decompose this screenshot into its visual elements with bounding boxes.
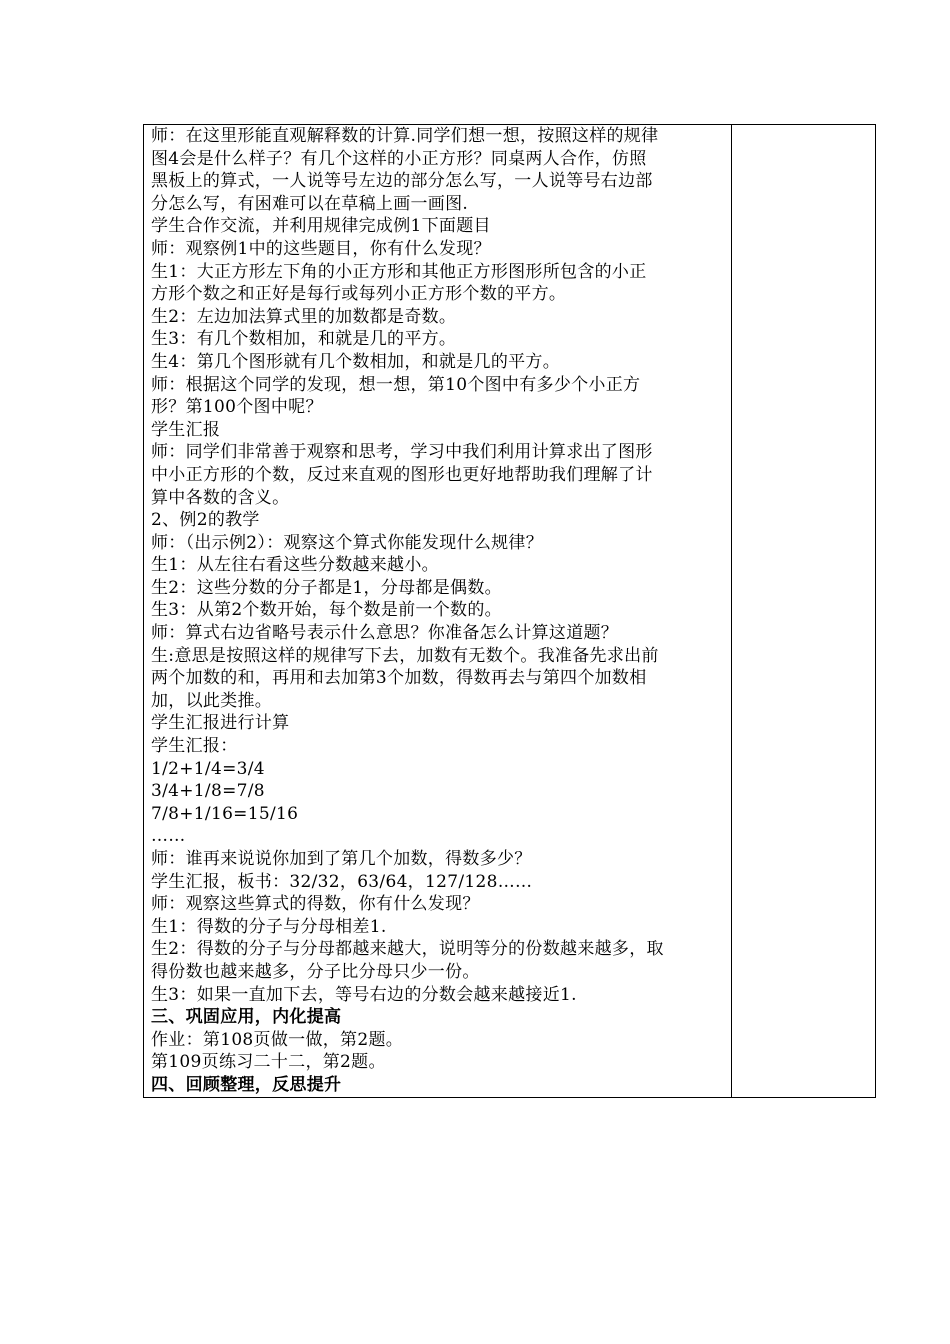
text-line: 生1：得数的分子与分母相差1.: [151, 916, 387, 937]
text-line: 方形个数之和正好是每行或每列小正方形个数的平方。: [151, 284, 567, 305]
text-line: 生3：有几个数相加，和就是几的平方。: [151, 329, 457, 350]
text-line: 第109页练习二十二，第2题。: [151, 1052, 386, 1073]
text-line: 学生汇报，板书：32/32，63/64，127/128……: [151, 871, 533, 892]
text-line: 师：在这里形能直观解释数的计算.同学们想一想，按照这样的规律: [151, 126, 659, 146]
text-line: 生3：如果一直加下去，等号右边的分数会越来越接近1.: [151, 984, 577, 1005]
text-line: 师：算式右边省略号表示什么意思？你准备怎么计算这道题？: [151, 623, 619, 644]
lesson-table: [143, 124, 876, 1098]
notes-cell: [732, 125, 876, 1098]
lesson-text: [151, 125, 725, 1097]
text-line: 加，以此类推。: [151, 690, 273, 711]
text-line: 学生合作交流，并利用规律完成例1下面题目: [151, 216, 491, 237]
text-line: 作业：第108页做一做，第2题。: [151, 1029, 404, 1050]
text-line: 师：同学们非常善于观察和思考，学习中我们利用计算求出了图形: [151, 442, 653, 463]
text-line: 生:意思是按照这样的规律写下去，加数有无数个。我准备先求出前: [151, 645, 659, 666]
text-line: 中小正方形的个数，反过来直观的图形也更好地帮助我们理解了计: [151, 464, 653, 485]
text-line: 生2：得数的分子与分母都越来越大，说明等分的份数越来越多，取: [151, 939, 664, 960]
text-line: 师：观察这些算式的得数，你有什么发现？: [151, 894, 480, 915]
text-line: 学生汇报：: [151, 736, 238, 757]
text-line: 生3：从第2个数开始，每个数是前一个数的。: [151, 600, 502, 621]
text-line: 得份数也越来越多，分子比分母只少一份。: [151, 961, 480, 982]
text-line: 生4：第几个图形就有几个数相加，和就是几的平方。: [151, 351, 561, 372]
text-line: 2、例2的教学: [151, 510, 260, 531]
text-line: 学生汇报: [151, 419, 221, 440]
text-line: 师：谁再来说说你加到了第几个加数，得数多少？: [151, 849, 532, 869]
text-line: 算中各数的含义。: [151, 487, 290, 508]
text-line: 形？第100个图中呢？: [151, 397, 323, 418]
text-line: 师：根据这个同学的发现，想一想，第10个图中有多少个小正方: [151, 374, 641, 395]
text-line: 生2：左边加法算式里的加数都是奇数。: [151, 306, 457, 327]
text-line: 黑板上的算式，一人说等号左边的部分怎么写，一人说等号右边部: [151, 171, 653, 192]
text-line: 7/8+1/16=15/16: [151, 803, 299, 824]
text-line: 两个加数的和，再用和去加第3个加数，得数再去与第四个加数相: [151, 668, 647, 689]
text-line: 师：观察例1中的这些题目，你有什么发现？: [151, 238, 491, 259]
text-line: 3/4+1/8=7/8: [151, 781, 265, 802]
lesson-content-cell: [144, 125, 732, 1098]
text-line: 1/2+1/4=3/4: [151, 758, 265, 779]
text-line: 学生汇报进行计算: [151, 713, 290, 734]
text-line: 师：（出示例2）：观察这个算式你能发现什么规律？: [151, 532, 544, 553]
text-line: 生1：从左往右看这些分数越来越小。: [151, 555, 439, 576]
text-line: 分怎么写，有困难可以在草稿上画一画图.: [151, 193, 469, 214]
section-heading: 三、巩固应用，内化提高: [151, 1007, 342, 1028]
text-line: 生1：大正方形左下角的小正方形和其他正方形图形所包含的小正: [151, 261, 647, 282]
text-line: 图4会是什么样子？有几个这样的小正方形？同桌两人合作，仿照: [151, 148, 647, 169]
table-row: [144, 125, 876, 1098]
text-line: ……: [151, 826, 186, 847]
text-line: 生2：这些分数的分子都是1，分母都是偶数。: [151, 577, 502, 598]
section-heading: 四、回顾整理，反思提升: [151, 1074, 342, 1095]
